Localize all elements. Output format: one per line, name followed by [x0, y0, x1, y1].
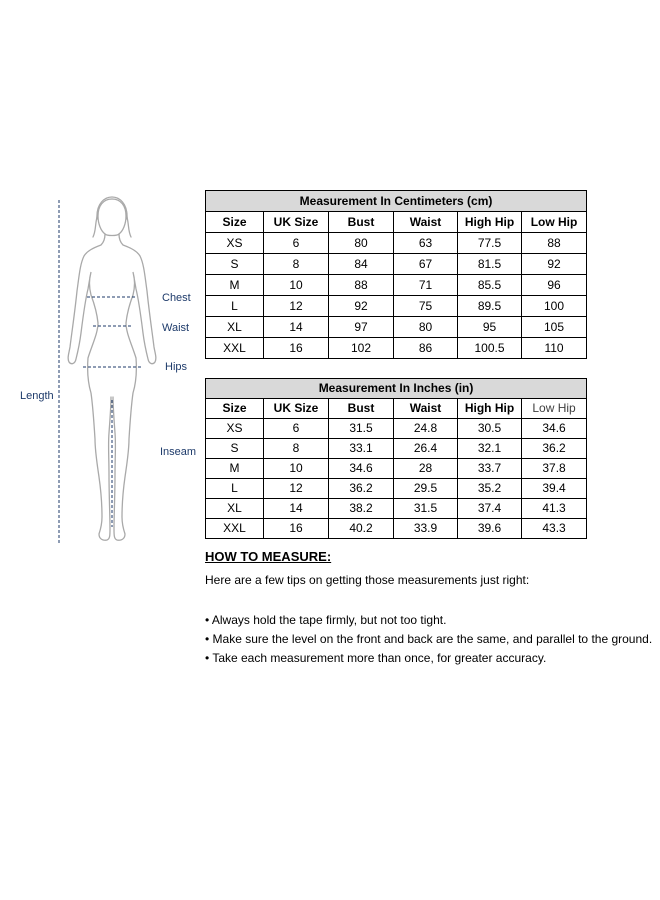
- table-cell: 10: [264, 275, 329, 296]
- table-cell: M: [206, 459, 264, 479]
- table-cell: 34.6: [329, 459, 394, 479]
- table-row: [206, 419, 587, 439]
- table-row: [206, 338, 587, 359]
- table-cell: 37.8: [522, 459, 587, 479]
- table-cell: 40.2: [329, 519, 394, 539]
- table-cell: 8: [264, 254, 329, 275]
- table-row: [206, 275, 587, 296]
- table-cell: 31.5: [329, 419, 394, 439]
- table-cell: 6: [264, 419, 329, 439]
- table-cell: 80: [329, 233, 394, 254]
- table-cell: 14: [264, 317, 329, 338]
- cm-size-table: [205, 190, 587, 359]
- table-cell: 28: [394, 459, 458, 479]
- table-cell: 38.2: [329, 499, 394, 519]
- table-cell: 77.5: [458, 233, 522, 254]
- table-cell: 34.6: [522, 419, 587, 439]
- how-to-measure-section: [205, 549, 657, 668]
- table-cell: 16: [264, 338, 329, 359]
- hair-outline: [97, 197, 127, 219]
- table-cell: 6: [264, 233, 329, 254]
- table-cell: 30.5: [458, 419, 522, 439]
- table-cell: 33.9: [394, 519, 458, 539]
- table-title-row: [206, 191, 587, 212]
- measure-tip: • Always hold the tape firmly, but not too tight.: [205, 611, 657, 630]
- column-header: Waist: [394, 399, 458, 419]
- table-cell: 41.3: [522, 499, 587, 519]
- table-header-row: [206, 399, 587, 419]
- table-cell: 95: [458, 317, 522, 338]
- table-cell: 96: [522, 275, 587, 296]
- table-row: [206, 296, 587, 317]
- body-outline: [68, 197, 156, 540]
- column-header: Low Hip: [522, 399, 587, 419]
- column-header: High Hip: [458, 212, 522, 233]
- table-cell: 39.4: [522, 479, 587, 499]
- table-cell: 14: [264, 499, 329, 519]
- how-to-measure-intro: Here are a few tips on getting those measurements just right:: [205, 573, 530, 587]
- column-header: Bust: [329, 399, 394, 419]
- table-row: [206, 479, 587, 499]
- table-cell: 86: [394, 338, 458, 359]
- table-cell: 102: [329, 338, 394, 359]
- table-cell: 110: [522, 338, 587, 359]
- table-cell: 88: [329, 275, 394, 296]
- table-cell: 39.6: [458, 519, 522, 539]
- table-row: [206, 439, 587, 459]
- table-cell: 85.5: [458, 275, 522, 296]
- table-cell: 71: [394, 275, 458, 296]
- inseam-label: Inseam: [160, 446, 197, 458]
- column-header: Waist: [394, 212, 458, 233]
- measure-tip: • Make sure the level on the front and back are the same, and parallel to the ground.: [205, 630, 657, 649]
- table-cell: XS: [206, 233, 264, 254]
- table-cell: 67: [394, 254, 458, 275]
- table-cell: XXL: [206, 519, 264, 539]
- table-cell: 24.8: [394, 419, 458, 439]
- table-row: [206, 499, 587, 519]
- hips-label: Hips: [165, 361, 188, 373]
- column-header: Size: [206, 399, 264, 419]
- how-to-measure-tips: [205, 611, 657, 668]
- table-header-row: [206, 212, 587, 233]
- table-cell: S: [206, 254, 264, 275]
- table-cell: 80: [394, 317, 458, 338]
- table-cell: 12: [264, 479, 329, 499]
- table-row: [206, 519, 587, 539]
- table-cell: 37.4: [458, 499, 522, 519]
- column-header: UK Size: [264, 399, 329, 419]
- table-cell: 29.5: [394, 479, 458, 499]
- table-cell: 84: [329, 254, 394, 275]
- how-to-measure-heading: HOW TO MEASURE:: [205, 549, 332, 564]
- table-cell: 63: [394, 233, 458, 254]
- table-cell: XXL: [206, 338, 264, 359]
- table-cell: 26.4: [394, 439, 458, 459]
- table-row: [206, 317, 587, 338]
- hair-strand-right: [127, 217, 131, 237]
- table-cell: XL: [206, 499, 264, 519]
- table-cell: 8: [264, 439, 329, 459]
- column-header: Size: [206, 212, 264, 233]
- column-header: Bust: [329, 212, 394, 233]
- chest-label: Chest: [162, 292, 191, 304]
- chin-line: [105, 234, 119, 236]
- table-cell: M: [206, 275, 264, 296]
- table-cell: 100.5: [458, 338, 522, 359]
- table-cell: 33.7: [458, 459, 522, 479]
- table-cell: 81.5: [458, 254, 522, 275]
- table-cell: 43.3: [522, 519, 587, 539]
- table-cell: 33.1: [329, 439, 394, 459]
- table-title: Measurement In Inches (in): [206, 379, 587, 399]
- hair-strand-left: [93, 217, 97, 237]
- table-row: [206, 254, 587, 275]
- table-cell: 92: [329, 296, 394, 317]
- measure-tip: • Take each measurement more than once, for greater accuracy.: [205, 649, 657, 668]
- table-cell: 100: [522, 296, 587, 317]
- length-label: Length: [20, 390, 54, 402]
- table-cell: L: [206, 479, 264, 499]
- table-cell: 16: [264, 519, 329, 539]
- table-cell: 36.2: [329, 479, 394, 499]
- table-cell: 32.1: [458, 439, 522, 459]
- table-cell: 12: [264, 296, 329, 317]
- table-cell: 89.5: [458, 296, 522, 317]
- table-title: Measurement In Centimeters (cm): [206, 191, 587, 212]
- column-header: High Hip: [458, 399, 522, 419]
- table-title-row: [206, 379, 587, 399]
- table-cell: 97: [329, 317, 394, 338]
- table-cell: 36.2: [522, 439, 587, 459]
- table-cell: L: [206, 296, 264, 317]
- table-row: [206, 233, 587, 254]
- table-cell: 75: [394, 296, 458, 317]
- column-header: UK Size: [264, 212, 329, 233]
- table-row: [206, 459, 587, 479]
- column-header: Low Hip: [522, 212, 587, 233]
- inch-size-table: [205, 378, 587, 539]
- table-cell: 105: [522, 317, 587, 338]
- table-cell: XS: [206, 419, 264, 439]
- table-cell: 88: [522, 233, 587, 254]
- table-cell: 31.5: [394, 499, 458, 519]
- table-cell: XL: [206, 317, 264, 338]
- table-cell: S: [206, 439, 264, 459]
- table-cell: 92: [522, 254, 587, 275]
- waist-label: Waist: [162, 322, 190, 334]
- table-cell: 10: [264, 459, 329, 479]
- table-cell: 35.2: [458, 479, 522, 499]
